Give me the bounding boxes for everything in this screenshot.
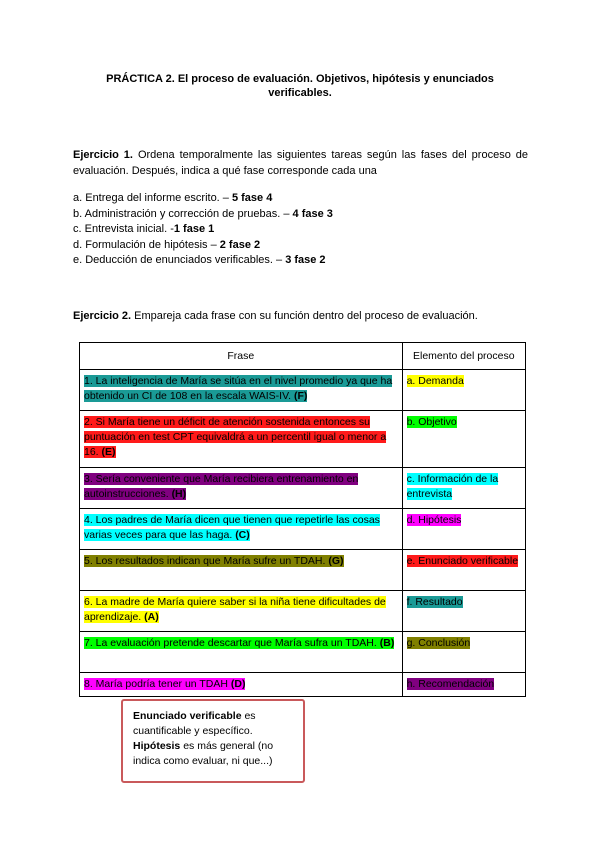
phrase-answer: (C) bbox=[235, 529, 250, 541]
phrase-text: 5. Los resultados indican que María sufre un TDAH. (G) bbox=[84, 555, 344, 567]
note-term-hipotesis: Hipótesis bbox=[133, 740, 181, 752]
element-text: d. Hipótesis bbox=[406, 514, 462, 526]
table-row bbox=[80, 550, 526, 591]
phrase-answer: (D) bbox=[230, 678, 246, 690]
phrase-text: 2. Si María tiene un déficit de atención sostenida entonces su puntuación en test CPT equivaldrá a un percentil igual o menor a 16. (E) bbox=[84, 416, 387, 458]
table-row bbox=[80, 632, 526, 673]
task-answer: 5 fase 4 bbox=[231, 192, 273, 204]
table-row bbox=[80, 468, 526, 509]
table-row bbox=[80, 411, 526, 468]
page-title: PRÁCTICA 2. El proceso de evaluación. Objetivos, hipótesis y enunciados verificables. bbox=[106, 73, 494, 99]
column-header-element: Elemento del proceso bbox=[402, 343, 525, 370]
task-answer: 2 fase 2 bbox=[219, 238, 261, 251]
exercise-1-label: Ejercicio 1. bbox=[73, 149, 133, 161]
exercise-1-statement bbox=[73, 147, 528, 179]
task-answer: 4 fase 3 bbox=[292, 207, 333, 220]
exercise-2-statement bbox=[73, 309, 478, 323]
phrase-answer: (A) bbox=[144, 611, 159, 623]
task-answer: 3 fase 2 bbox=[285, 254, 326, 266]
phrase-answer: (B) bbox=[379, 637, 395, 649]
phrase-text: 7. La evaluación pretende descartar que María sufra un TDAH. (B) bbox=[84, 637, 395, 649]
table-row bbox=[80, 370, 526, 411]
phrase-answer: (H) bbox=[171, 488, 187, 500]
exercise-2-text: Empareja cada frase con su función dentro del proceso de evaluación. bbox=[134, 310, 478, 322]
element-text: e. Enunciado verificable bbox=[406, 555, 519, 567]
exercise-1-task-list bbox=[73, 191, 333, 269]
phrase-text: 1. La inteligencia de María se sitúa en el nivel promedio ya que ha obtenido un CI de 108 en la escala WAIS-IV. (F) bbox=[84, 375, 393, 402]
phrase-text: 6. La madre de María quiere saber si la niña tiene dificultades de aprendizaje. (A) bbox=[84, 596, 386, 623]
element-text: h. Recomendación bbox=[406, 678, 495, 690]
task-item-c: c. Entrevista inicial. -1 fase 1 bbox=[73, 223, 215, 235]
note-text-enunciado: es cuantificable y específico. bbox=[133, 710, 256, 737]
matching-table bbox=[79, 342, 526, 697]
element-text: b. Objetivo bbox=[406, 416, 457, 428]
column-header-phrase: Frase bbox=[80, 343, 403, 370]
element-text: a. Demanda bbox=[406, 375, 464, 387]
exercise-2-label: Ejercicio 2. bbox=[73, 310, 132, 322]
phrase-text: 4. Los padres de María dicen que tienen que repetirle las cosas varias veces para que las haga. (C) bbox=[84, 514, 380, 541]
task-item-d: d. Formulación de hipótesis – 2 fase 2 bbox=[73, 238, 261, 251]
table-header-row bbox=[80, 343, 526, 370]
element-text: f. Resultado bbox=[406, 596, 463, 608]
note-text-hipotesis: es más general (no indica como evaluar, ni que...) bbox=[133, 740, 274, 767]
task-item-b: b. Administración y corrección de pruebas. – 4 fase 3 bbox=[73, 207, 333, 220]
element-text: c. Información de la entrevista bbox=[406, 473, 499, 500]
element-text: g. Conclusión bbox=[406, 637, 471, 649]
exercise-1-text: Ordena temporalmente las siguientes tareas según las fases del proceso de evaluación. Después, indica a qué fase corresponde cada una bbox=[73, 149, 528, 177]
phrase-answer: (E) bbox=[101, 446, 116, 458]
phrase-text: 8. María podría tener un TDAH (D) bbox=[84, 678, 246, 690]
phrase-answer: (G) bbox=[328, 555, 344, 567]
note-term-enunciado: Enunciado verificable bbox=[133, 710, 242, 722]
task-item-e: e. Deducción de enunciados verificables. – 3 fase 2 bbox=[73, 254, 326, 266]
table-row bbox=[80, 673, 526, 697]
phrase-text: 3. Sería conveniente que María recibiera entrenamiento en autoinstrucciones. (H) bbox=[84, 473, 359, 500]
phrase-answer: (F) bbox=[293, 390, 308, 402]
table-row bbox=[80, 509, 526, 550]
task-item-a: a. Entrega del informe escrito. – 5 fase 4 bbox=[73, 192, 273, 204]
definition-note-box bbox=[121, 699, 305, 783]
task-answer: 1 fase 1 bbox=[173, 223, 215, 235]
table-row bbox=[80, 591, 526, 632]
